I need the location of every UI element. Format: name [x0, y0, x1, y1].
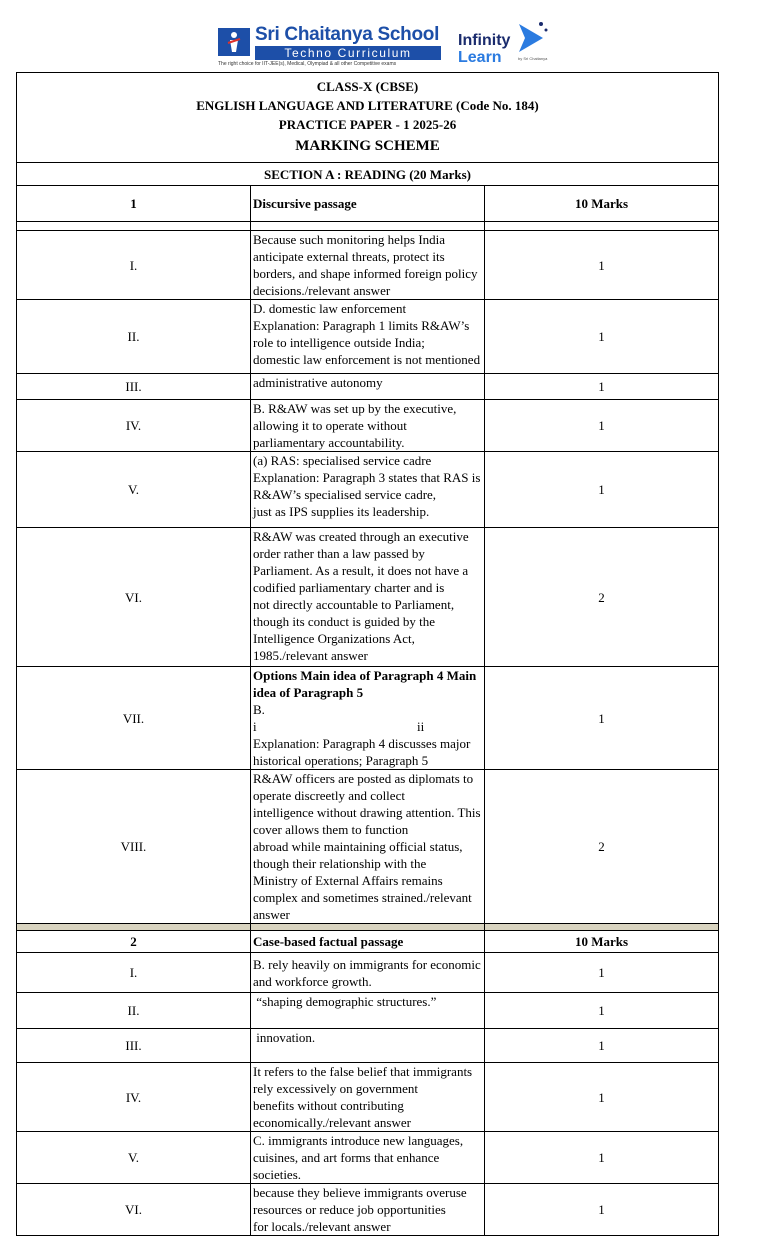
q1-number: 1 [17, 186, 251, 222]
q2-number: 2 [17, 931, 251, 953]
q1-title: Discursive passage [251, 186, 485, 222]
school-logo-icon [218, 28, 250, 56]
table-row: V. (a) RAS: specialised service cadre Explanation: Paragraph 3 states that RAS is R&AW’s specialised service cadre, just as IPS supplies its leadership. 1 [17, 452, 719, 528]
table-row: II. “shaping demographic structures.” 1 [17, 993, 719, 1029]
table-row: I. Because such monitoring helps India anticipate external threats, protect its borders, and shape informed foreign policy decisions./relevant answer 1 [17, 231, 719, 300]
divider-row [17, 924, 719, 931]
scheme-title: MARKING SCHEME [295, 138, 440, 154]
partner-logo-bottom: Learn [458, 49, 502, 66]
table-row: III. innovation. 1 [17, 1029, 719, 1063]
spacer-row [17, 222, 719, 231]
paper-title: PRACTICE PAPER - 1 2025-26 [278, 117, 457, 132]
partner-logo-by: by Sri Chaitanya [518, 56, 548, 61]
subject-title: ENGLISH LANGUAGE AND LITERATURE (Code No. 184) [196, 98, 539, 113]
marking-scheme-table [16, 72, 719, 1236]
brand-subtitle: Techno Curriculum [255, 46, 441, 60]
section-row [17, 163, 719, 186]
table-row: VII. Options Main idea of Paragraph 4 Main idea of Paragraph 5 B.i ii Explanation: Paragraph 4 discusses major historical operations; Paragraph 5 1 [17, 667, 719, 770]
table-row: III. administrative autonomy 1 [17, 374, 719, 400]
section-heading: SECTION A : READING (20 Marks) [17, 163, 719, 186]
table-row: IV. It refers to the false belief that immigrants rely excessively on government benefits without contributing economically./relevant answer 1 [17, 1063, 719, 1132]
table-row: IV. B. R&AW was set up by the executive, allowing it to operate without parliamentary accountability. 1 [17, 400, 719, 452]
title-row [17, 73, 719, 163]
table-row: VIII. R&AW officers are posted as diplomats to operate discreetly and collect intelligence without drawing attention. This cover allows them to function abroad while maintaining official status, though their relationship with the Ministry of External Affairs remains complex and sometimes strained./relevant answer 2 [17, 770, 719, 924]
class-title: CLASS-X (CBSE) [316, 79, 419, 94]
q1-header-row [17, 186, 719, 222]
table-row: VI. because they believe immigrants overuse resources or reduce job opportunities for locals./relevant answer 1 [17, 1184, 719, 1236]
table-row: VI. R&AW was created through an executive order rather than a law passed by Parliament. As a result, it does not have a codified parliamentary charter and is not directly accountable to Parliament, though its conduct is guided by the Intelligence Organizations Act, 1985./relevant answer 2 [17, 528, 719, 667]
q1-marks: 10 Marks [485, 186, 719, 222]
table-row: V. C. immigrants introduce new languages, cuisines, and art forms that enhance societies. 1 [17, 1132, 719, 1184]
table-row: I. B. rely heavily on immigrants for economic and workforce growth. 1 [17, 953, 719, 993]
q2-header-row [17, 931, 719, 953]
brand-tagline: The right choice for IIT-JEE(s), Medical, Olympiad & all other Competitive exams [218, 61, 397, 67]
q2-title: Case-based factual passage [251, 931, 485, 953]
partner-arrow-icon [513, 18, 549, 58]
partner-logo-top: Infinity [458, 32, 511, 49]
table-row: II. D. domestic law enforcement Explanation: Paragraph 1 limits R&AW’s role to intelligence outside India; domestic law enforcement is not mentioned 1 [17, 300, 719, 374]
brand-name: Sri Chaitanya School [255, 24, 440, 45]
options-heading: Options Main idea of Paragraph 4 Main idea of Paragraph 5 [253, 668, 477, 700]
page-header [0, 0, 768, 72]
q2-marks: 10 Marks [485, 931, 719, 953]
